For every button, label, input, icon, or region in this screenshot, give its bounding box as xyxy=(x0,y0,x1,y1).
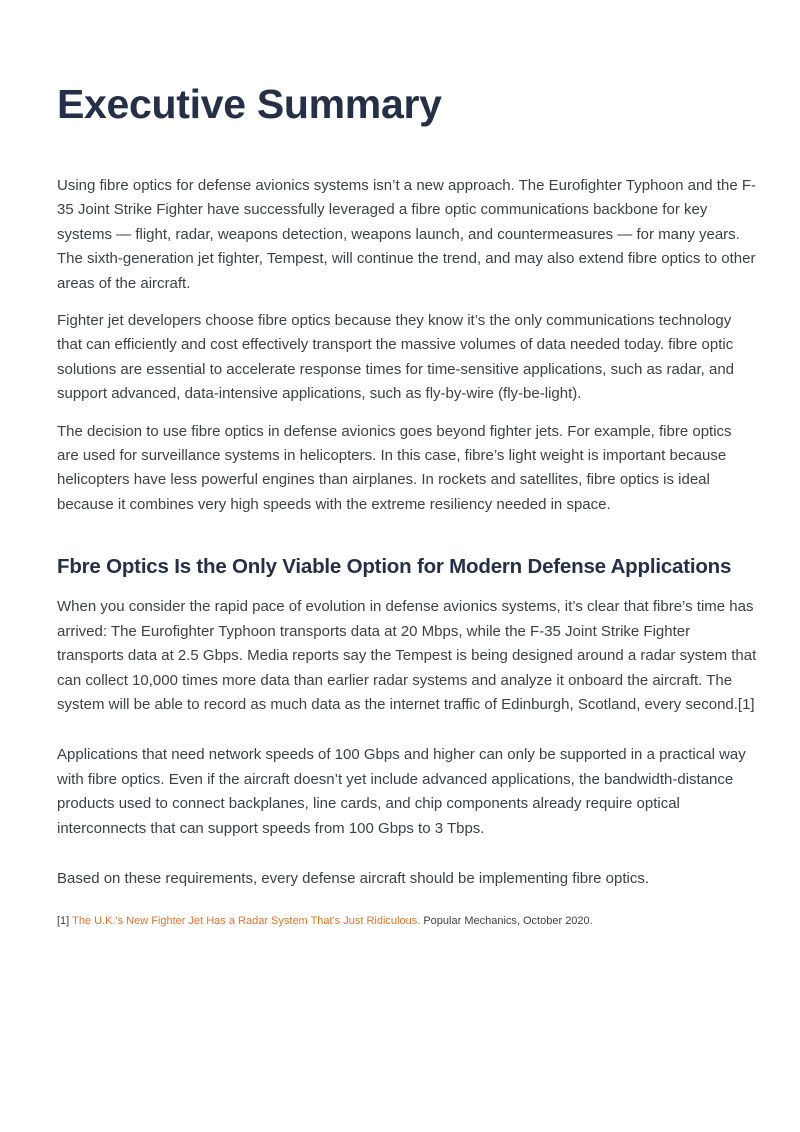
footnote-link[interactable]: The U.K.'s New Fighter Jet Has a Radar System That's Just Ridiculous. xyxy=(72,915,421,928)
intro-paragraph-1: Using fibre optics for defense avionics systems isn’t a new approach. The Eurofighter Typhoon and the F-35 Joint Strike Fighter have successfully leveraged a fibre optic communications backbone for key systems — flight, radar, weapons detection, weapons launch, and countermeasures — for many years. The sixth-generation jet fighter, Tempest, will continue the trend, and may also extend fibre optics to other areas of the aircraft. xyxy=(57,177,756,292)
section-paragraph-2: Applications that need network speeds of 100 Gbps and higher can only be supported in a practical way with fibre optics. Even if the aircraft doesn’t yet include advanced applications, the bandwidth-distance products used to connect backplanes, line cards, and chip components already require optical interconnects that can support speeds from 100 Gbps to 3 Tbps. xyxy=(57,746,746,837)
intro-paragraph-2: Fighter jet developers choose fibre optics because they know it’s the only communications technology that can efficiently and cost effectively transport the massive volumes of data needed today. fibre optic solutions are essential to accelerate response times for time-sensitive applications, such as radar, and support advanced, data-intensive applications, such as fly-by-wire (fly-be-light). xyxy=(57,312,735,403)
page-title: Executive Summary xyxy=(57,81,442,127)
footnote xyxy=(57,913,757,929)
section-paragraph-1: When you consider the rapid pace of evolution in defense avionics systems, it’s clear that fibre’s time has arrived: The Eurofighter Typhoon transports data at 20 Mbps, while the F-35 Joint Strike Fighter transports data at 2.5 Gbps. Media reports say the Tempest is being designed around a radar system that can collect 10,000 times more data than earlier radar systems and analyze it onboard the aircraft. The system will be able to record as much data as the internet traffic of Edinburgh, Scotland, every second.[1] xyxy=(57,598,757,713)
intro-paragraph-3: The decision to use fibre optics in defense avionics goes beyond fighter jets. For example, fibre optics are used for surveillance systems in helicopters. In this case, fibre’s light weight is important because helicopters have less powerful engines than airplanes. In rockets and satellites, fibre optics is ideal because it combines very high speeds with the extreme resiliency needed in space. xyxy=(57,422,732,513)
footnote-marker: [1] xyxy=(57,915,70,928)
document-body xyxy=(57,174,757,929)
footnote-source: Popular Mechanics, October 2020. xyxy=(423,915,593,928)
section-heading: Fbre Optics Is the Only Viable Option for Modern Defense Applications xyxy=(57,555,732,579)
section-paragraph-3: Based on these requirements, every defense aircraft should be implementing fibre optics. xyxy=(57,869,649,887)
